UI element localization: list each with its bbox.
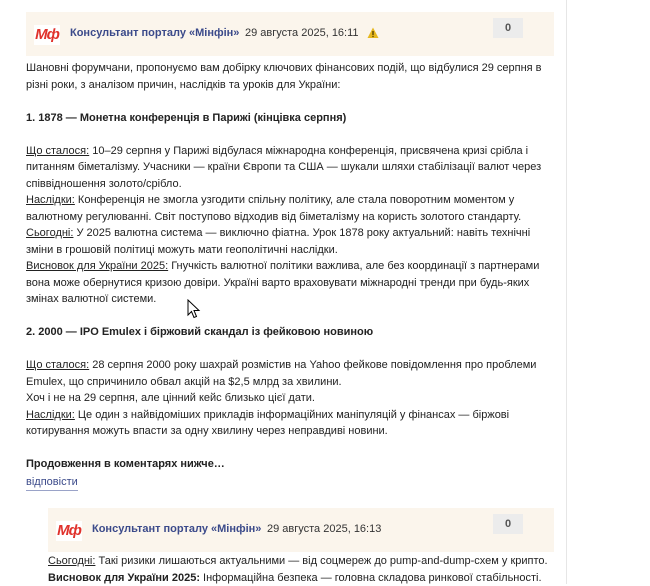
paragraph-text: 28 серпня 2000 року шахрай розмістив на Yahoo фейкове повідомлення про проблеми Emulex, що спричинило обвал акцій на $2,5 млрд за хвилини. bbox=[26, 359, 536, 388]
label-today: Сьогодні: bbox=[48, 555, 95, 567]
minfin-logo[interactable]: Мф bbox=[56, 521, 82, 541]
mouse-cursor-icon bbox=[187, 299, 201, 319]
paragraph-text: Конференція не змогла узгодити спільну політику, але стала поворотним моментом у валютному регулюванні. Світ поступово відходив від біметалізму на користь золотого стандарту. bbox=[26, 194, 521, 223]
rating-badge[interactable]: 0 bbox=[493, 18, 523, 38]
comment-date: 29 августа 2025, 16:13 bbox=[267, 523, 381, 535]
warning-icon[interactable] bbox=[367, 27, 379, 39]
paragraph bbox=[48, 553, 554, 570]
paragraph-text: Це один з найвідоміших прикладів інформаційних маніпуляцій у фінансах — біржові котирування можуть впасти за одну хвилину через неправдиві новини. bbox=[26, 409, 509, 438]
paragraph bbox=[26, 357, 554, 390]
label-consequences: Наслідки: bbox=[26, 194, 75, 206]
paragraph bbox=[26, 143, 554, 193]
forum-post bbox=[26, 12, 554, 491]
section-heading: 2. 2000 — IPO Emulex і біржовий скандал із фейковою новиною bbox=[26, 324, 554, 341]
paragraph bbox=[26, 192, 554, 225]
label-what-happened: Що сталося: bbox=[26, 359, 89, 371]
paragraph bbox=[26, 225, 554, 258]
paragraph-text: У 2025 валютна система — виключно фіатна. Урок 1878 року актуальний: навіть технічні зміни в грошовій політиці можуть мати геополітичні наслідки. bbox=[26, 227, 530, 256]
intro-text: Шановні форумчани, пропонуємо вам добірку ключових фінансових подій, що відбулися 29 серпня в різні роки, з аналізом причин, наслідків та уроків для України: bbox=[26, 60, 554, 93]
continued-note: Продовження в коментарях нижче… bbox=[26, 456, 554, 473]
paragraph bbox=[26, 407, 554, 440]
post-body bbox=[26, 56, 554, 491]
paragraph-text: Гнучкість валютної політики важлива, але без координації з партнерами вона може обернутися кризою довіри. Україні варто враховувати міжнародні тренди при будь-яких змінах валютної системи. bbox=[26, 260, 539, 305]
paragraph-text: Такі ризики лишаються актуальними — від соцмереж до pump-and-dump-схем у крипто. bbox=[95, 555, 547, 567]
section-heading: 1. 1878 — Монетна конференція в Парижі (кінцівка серпня) bbox=[26, 110, 554, 127]
paragraph: Хоч і не на 29 серпня, але цінний кейс близько цієї дати. bbox=[26, 390, 554, 407]
label-what-happened: Що сталося: bbox=[26, 145, 89, 157]
paragraph-text: Інформаційна безпека — головна складова ринкової стабільності. bbox=[200, 572, 542, 584]
comment-header bbox=[48, 508, 554, 552]
author-name[interactable]: Консультант порталу «Мінфін» bbox=[92, 523, 261, 535]
paragraph-text: 10–29 серпня у Парижі відбулася міжнародна конференція, присвячена кризі срібла і питанням біметалізму. Учасники — країни Європи та США — шукали шляхи стабілізації валют через співвідношення золото/срібло. bbox=[26, 145, 541, 190]
reply-link[interactable]: відповісти bbox=[26, 475, 78, 491]
label-conclusion: Висновок для України 2025: bbox=[26, 260, 168, 272]
rating-badge[interactable]: 0 bbox=[493, 514, 523, 534]
label-today: Сьогодні: bbox=[26, 227, 73, 239]
paragraph bbox=[26, 258, 554, 308]
post-date: 29 августа 2025, 16:11 bbox=[245, 27, 359, 39]
comment-body bbox=[48, 552, 554, 586]
author-name[interactable]: Консультант порталу «Мінфін» bbox=[70, 27, 239, 39]
minfin-logo[interactable]: Мф bbox=[34, 25, 60, 45]
label-consequences: Наслідки: bbox=[26, 409, 75, 421]
label-conclusion: Висновок для України 2025: bbox=[48, 572, 200, 584]
column-divider bbox=[566, 0, 567, 584]
reply-comment bbox=[48, 508, 554, 586]
post-header bbox=[26, 12, 554, 56]
